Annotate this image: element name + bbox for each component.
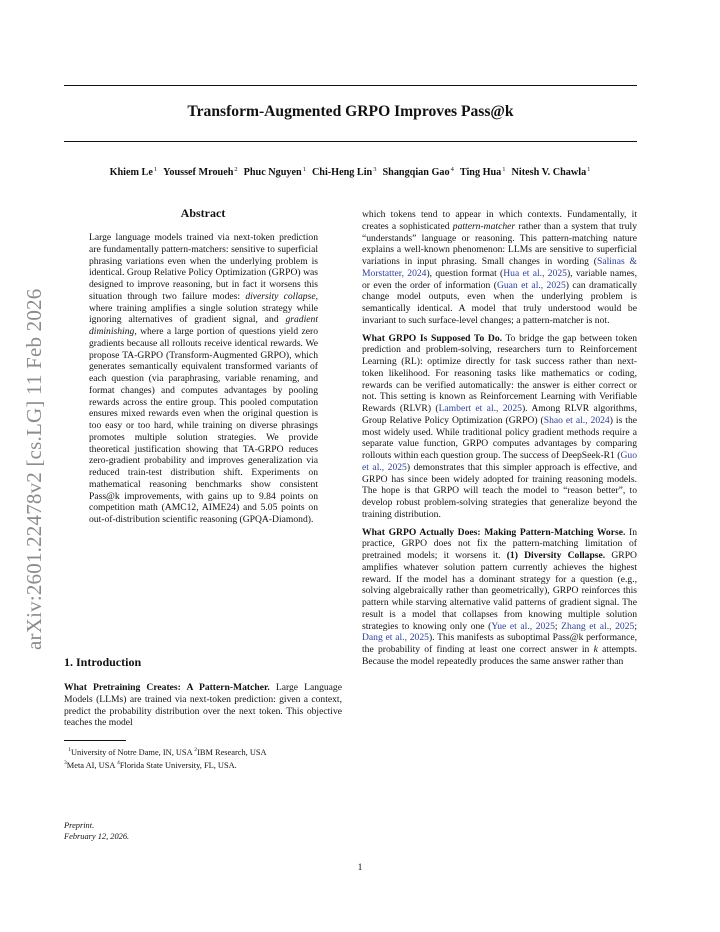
citation-link[interactable]: Dang et al., 2025: [362, 632, 429, 644]
citation-link[interactable]: Yue et al., 2025: [491, 620, 555, 632]
body-text: ;: [634, 620, 637, 632]
footnote-line-2: [64, 758, 354, 771]
preprint-label: Preprint.: [64, 821, 95, 830]
author-name: [312, 167, 377, 178]
paragraph: [362, 209, 637, 327]
body-text: ), variable names, or even the order of information (: [362, 267, 637, 291]
author-name-text: Nitesh V. Chawla: [511, 167, 587, 179]
body-text: Large Language Models (LLMs) are trained via next-token prediction: given a context, predict the probability distribution over the next token. This objective teaches the model: [64, 682, 342, 729]
citation-link[interactable]: Guan et al., 2025: [496, 279, 566, 291]
emphasis-text: pattern-matcher: [452, 220, 516, 232]
affiliation-footnote: [64, 745, 354, 772]
body-text: To bridge the gap between token prediction and problem-solving, researchers turn to Reinforcement Learning (RL): optimize directly for task success rather than next-token likelihood. For reasoning tasks like mathematics or coding, rewards can be verified automatically: the answer is either correct or not. This setting is known as Reinforcement Learning with Verifiable Rewards (RLVR) (: [362, 332, 638, 414]
citation-link[interactable]: Guo et al., 2025: [362, 450, 637, 473]
body-text: which tokens tend to appear in which contexts. Fundamentally, it creates a sophisticated: [362, 209, 637, 232]
footnote-marker: 4: [117, 760, 120, 767]
emphasis-text: diversity collapse: [245, 290, 316, 302]
author-name-text: Ting Hua: [459, 167, 502, 179]
affiliation-marker: 3: [373, 166, 377, 173]
run-in-heading: What Pretraining Creates: A Pattern-Matcher.: [64, 682, 270, 693]
affiliation-text: IBM Research, USA: [197, 747, 267, 757]
body-text: ) is the most widely used. While traditional policy gradient methods require a separate value function, GRPO computes advantages by comparing rollouts within each question group. The success of DeepSeek-R1 (: [362, 414, 638, 461]
body-text: GRPO amplifies whatever solution pattern currently achieves the highest reward. If the model has a dominant strategy for a question (e.g., solving algebraically rather than geometrically), GRPO reinforces this pattern while starving alternative valid patterns of gradient signal. The result is a model that collapses from knowing multiple solution strategies to knowing only one (: [362, 550, 637, 632]
author-name-text: Khiem Le: [109, 167, 153, 179]
author-name-text: Youssef Mroueh: [163, 167, 234, 179]
paper-title: Transform-Augmented GRPO Improves Pass@k: [187, 103, 514, 120]
author-name: [512, 167, 591, 178]
body-text: ) demonstrates that this simpler approach is effective, and GRPO has since been widely adopted for training reasoning models. The hope is that GRPO will teach the model to “reason better”, to develop robust problem-solving strategies that generalize beyond the training distribution.: [362, 461, 637, 520]
affiliation-marker: 4: [450, 166, 454, 173]
run-in-heading: What GRPO Is Supposed To Do.: [362, 332, 503, 344]
author-name: [244, 167, 306, 178]
author-name: [163, 167, 238, 178]
run-in-heading: (1) Diversity Collapse.: [506, 550, 606, 561]
body-text: rather than a system that truly “understands” language or reasoning. This pattern-matching nature explains a well-known phenomenon: LLMs are sensitive to superficial variations in input phrasing. Small changes in wording (: [362, 220, 637, 267]
body-text: Large language models trained via next-token prediction are fundamentally pattern-matchers: sensitive to superficial phrasing variations even when the underlying problem is identical. Group Relative Policy Optimization (GRPO) was designed to improve reasoning, but in fact it worsens this situation through two failure modes:: [89, 232, 318, 302]
page-number: 1: [357, 862, 363, 873]
arxiv-identifier: arXiv:2601.22478v2 [cs.LG] 11 Feb 2026: [22, 288, 46, 650]
body-text: ;: [554, 620, 562, 632]
body-text: ). This manifests as suboptimal Pass@k performance, the probability of finding at least one correct answer in: [362, 632, 638, 655]
introduction-paragraph: [64, 682, 342, 729]
citation-link[interactable]: Zhang et al., 2025: [561, 620, 635, 632]
abstract-heading: Abstract: [180, 206, 226, 220]
author-name-text: Shangqian Gao: [382, 167, 450, 179]
top-rule: [64, 85, 637, 86]
footnote-marker: 3: [64, 760, 67, 767]
citation-link[interactable]: Shao et al., 2024: [543, 414, 610, 426]
body-text: , where training amplifies a single solution strategy while ignoring alternatives of gradient signal, and: [89, 290, 318, 326]
run-in-heading: What GRPO Actually Does: Making Pattern-Matching Worse.: [362, 526, 626, 538]
affiliation-marker: 1: [502, 166, 506, 173]
author-name: [382, 167, 453, 178]
right-column-text: [362, 209, 637, 674]
author-name-text: Chi-Heng Lin: [311, 167, 373, 179]
citation-link[interactable]: Lambert et al., 2025: [438, 403, 522, 414]
preprint-date: February 12, 2026.: [64, 831, 130, 841]
body-text: ). Among RLVR algorithms, Group Relative Policy Optimization (GRPO) (: [362, 403, 637, 426]
title-bottom-rule: [64, 141, 637, 142]
author-list: [60, 166, 640, 178]
author-name-text: Phuc Nguyen: [243, 167, 302, 179]
citation-link[interactable]: Hua et al., 2025: [503, 267, 567, 279]
emphasis-text: k: [593, 644, 598, 655]
affiliation-marker: 2: [234, 166, 238, 173]
section-heading-introduction: 1. Introduction: [64, 655, 142, 669]
body-text: In practice, GRPO does not fix the pattern-matching limitation of pretrained models; it worsens it.: [362, 526, 638, 561]
emphasis-text: gradient diminishing: [89, 314, 318, 337]
affiliation-text: University of Notre Dame, IN, USA: [70, 747, 195, 757]
paragraph: [362, 527, 637, 668]
body-text: , where a large portion of questions yield zero gradients because all rollouts receive identical rewards. We propose TA-GRPO (Transform-Augmented GRPO), which generates semantically equivalent transformed variants of each question (via paraphrasing, variable renaming, and format changes) and computes advantages by pooling rewards across the entire group. This pooled computation ensures mixed rewards even when the original question is too easy or too hard, while training on diverse phrasings promotes multiple solution strategies. We provide theoretical justification showing that TA-GRPO reduces zero-gradient probability and improves generalization via reduced train-test distribution shift. Experiments on mathematical reasoning benchmarks show consistent Pass@k improvements, with gains up to 9.84 points on competition math (AMC12, AIME24) and 5.05 points on out-of-distribution scientific reasoning (GPQA-Diamond).: [89, 326, 318, 525]
affiliation-marker: 1: [302, 166, 306, 173]
affiliation-text: Florida State University, FL, USA.: [119, 761, 237, 771]
abstract-body: [89, 232, 318, 526]
footnote-marker: 2: [194, 747, 198, 753]
citation-link[interactable]: Salinas & Morstatter, 2024: [362, 256, 638, 279]
affiliation-marker: 1: [587, 166, 591, 173]
preprint-note: [64, 821, 129, 842]
author-name: [460, 167, 506, 178]
affiliation-text: Meta AI, USA: [66, 761, 118, 771]
body-text: ) can dramatically change model outputs, even when the underlying problem is semantically identical. A model that truly understood would be invariant to such surface-level changes; a pattern-matcher is not.: [362, 279, 637, 326]
footnote-marker: 1: [68, 747, 71, 753]
author-name: [110, 167, 158, 178]
paragraph: [362, 333, 637, 521]
footnote-line-1: [64, 745, 354, 758]
affiliation-marker: 1: [153, 166, 158, 173]
footnote-rule: [64, 740, 126, 741]
body-text: attempts. Because the model repeatedly produces the same answer rather than: [362, 644, 637, 667]
body-text: ), question format (: [426, 267, 504, 279]
